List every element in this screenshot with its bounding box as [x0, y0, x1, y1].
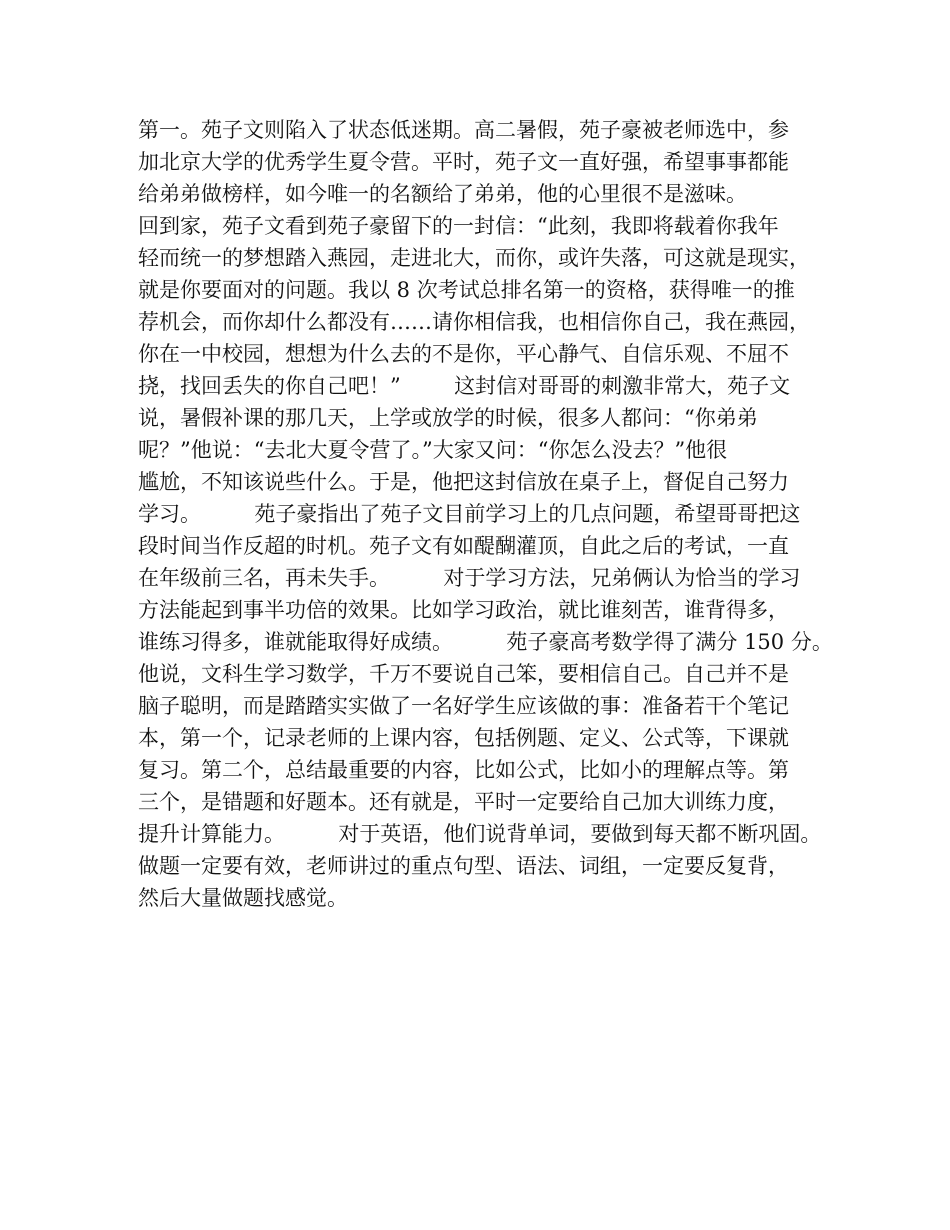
text-line: 三个，是错题和好题本。还有就是，平时一定要给自己加大训练力度，	[138, 790, 789, 814]
text-line: 说，暑假补课的那几天，上学或放学的时候，很多人都问：“你弟弟	[138, 406, 758, 430]
text-line: 提升计算能力。 对于英语，他们说背单词，要做到每天都不断巩固。	[138, 822, 822, 846]
text-line: 复习。第二个，总结最重要的内容，比如公式，比如小的理解点等。第	[138, 758, 789, 782]
text-line: 然后大量做题找感觉。	[138, 886, 348, 910]
body-text	[138, 114, 838, 914]
text-line: 你在一中校园，想想为什么去的不是你，平心静气、自信乐观、不屈不	[138, 342, 789, 366]
text-line: 荐机会，而你却什么都没有……请你相信我，也相信你自己，我在燕园，	[138, 310, 810, 334]
text-line: 挠，找回丢失的你自己吧！” 这封信对哥哥的刺激非常大，苑子文	[138, 374, 791, 398]
text-line: 加北京大学的优秀学生夏令营。平时，苑子文一直好强，希望事事都能	[138, 150, 789, 174]
text-line: 给弟弟做榜样，如今唯一的名额给了弟弟，他的心里很不是滋味。	[138, 182, 747, 206]
text-line: 谁练习得多，谁就能取得好成绩。 苑子豪高考数学得了满分 150 分。	[138, 630, 833, 654]
text-line: 第一。苑子文则陷入了状态低迷期。高二暑假，苑子豪被老师选中，参	[138, 118, 789, 142]
text-line: 本，第一个，记录老师的上课内容，包括例题、定义、公式等，下课就	[138, 726, 789, 750]
text-line: 做题一定要有效，老师讲过的重点句型、语法、词组，一定要反复背，	[138, 854, 789, 878]
text-line: 脑子聪明，而是踏踏实实做了一名好学生应该做的事：准备若干个笔记	[138, 694, 789, 718]
text-line: 尴尬，不知该说些什么。于是，他把这封信放在桌子上，督促自己努力	[138, 470, 789, 494]
text-line: 回到家，苑子文看到苑子豪留下的一封信：“此刻，我即将载着你我年	[138, 214, 779, 238]
text-line: 就是你要面对的问题。我以 8 次考试总排名第一的资格，获得唯一的推	[138, 278, 795, 302]
text-line: 轻而统一的梦想踏入燕园，走进北大，而你，或许失落，可这就是现实，	[138, 246, 810, 270]
text-line: 方法能起到事半功倍的效果。比如学习政治，就比谁刻苦，谁背得多，	[138, 598, 789, 622]
text-line: 呢？”他说：“去北大夏令营了。”大家又问：“你怎么没去？”他很	[138, 438, 728, 462]
text-line: 学习。 苑子豪指出了苑子文目前学习上的几点问题，希望哥哥把这	[138, 502, 801, 526]
text-line: 在年级前三名，再未失手。 对于学习方法，兄弟俩认为恰当的学习	[138, 566, 801, 590]
text-line: 他说，文科生学习数学，千万不要说自己笨，要相信自己。自己并不是	[138, 662, 789, 686]
text-line: 段时间当作反超的时机。苑子文有如醍醐灌顶，自此之后的考试，一直	[138, 534, 789, 558]
